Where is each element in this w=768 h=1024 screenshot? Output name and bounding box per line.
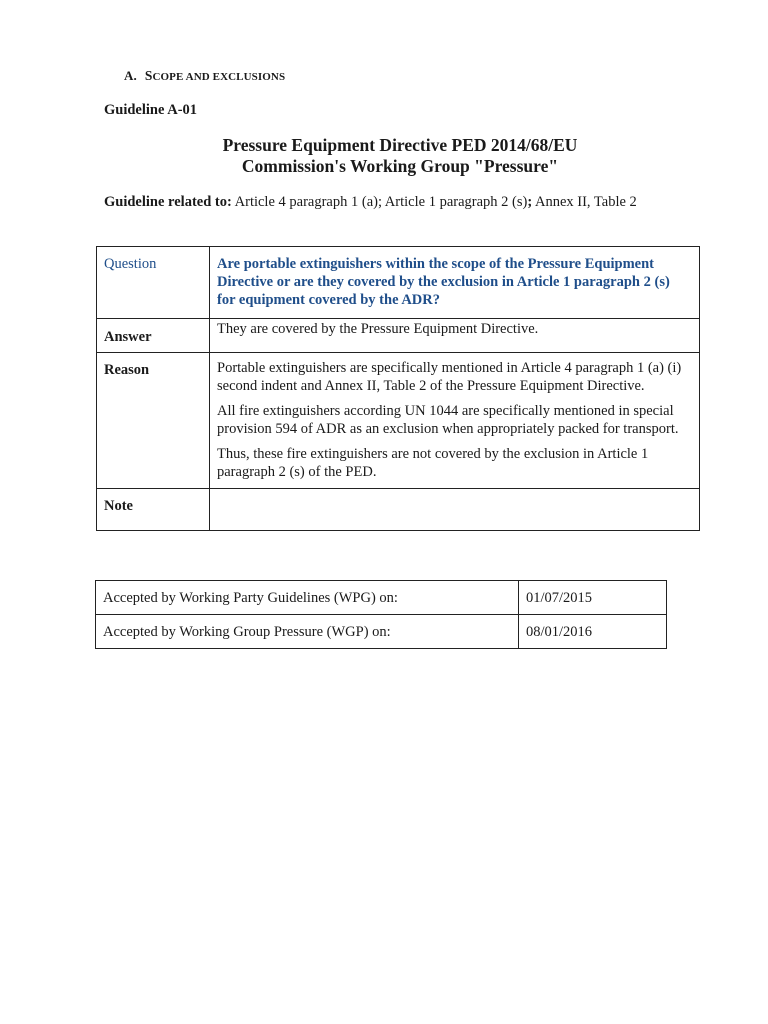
acceptance-table xyxy=(95,580,667,649)
acceptance-date: 08/01/2016 xyxy=(519,615,667,649)
section-letter: A. xyxy=(124,68,137,83)
guideline-related xyxy=(104,193,664,211)
acceptance-description: Accepted by Working Group Pressure (WGP) on: xyxy=(96,615,519,649)
question-label: Question xyxy=(97,247,210,319)
acceptance-description: Accepted by Working Party Guidelines (WPG) on: xyxy=(96,581,519,615)
table-row-question xyxy=(97,247,700,319)
document-title-line2: Commission's Working Group "Pressure" xyxy=(241,156,559,176)
related-articles: Article 4 paragraph 1 (a); Article 1 paragraph 2 (s) xyxy=(231,194,528,210)
document-title-line1: Pressure Equipment Directive PED 2014/68/EU xyxy=(222,135,578,155)
related-annex: Annex II, Table 2 xyxy=(532,194,637,210)
section-first-initial: S xyxy=(144,68,153,83)
question-text: Are portable extinguishers within the scope of the Pressure Equipment Directive or are they covered by the exclusion in Article 1 paragraph 2 (s) for equipment covered by the ADR? xyxy=(210,247,700,319)
table-row xyxy=(96,581,667,615)
guideline-id: Guideline A-01 xyxy=(104,102,198,118)
acceptance-date: 01/07/2015 xyxy=(519,581,667,615)
table-row-reason xyxy=(97,353,700,489)
reason-paragraph: All fire extinguishers according UN 1044 are specifically mentioned in special provision 594 of ADR as an exclusion when appropriately packed for transport. xyxy=(217,403,679,437)
table-row-note xyxy=(97,489,700,531)
question-answer-table xyxy=(96,246,700,531)
section-heading xyxy=(124,68,285,84)
answer-label: Answer xyxy=(97,319,210,353)
note-text xyxy=(210,489,700,531)
answer-text: They are covered by the Pressure Equipment Directive. xyxy=(210,319,700,353)
note-label: Note xyxy=(97,489,210,531)
document-title xyxy=(0,135,768,177)
related-separator: ; xyxy=(527,194,533,210)
reason-paragraph: Portable extinguishers are specifically mentioned in Article 4 paragraph 1 (a) (i) second indent and Annex II, Table 2 of the Pressure Equipment Directive. xyxy=(217,360,682,394)
table-row-answer xyxy=(97,319,700,353)
reason-label: Reason xyxy=(97,353,210,489)
reason-paragraph: Thus, these fire extinguishers are not covered by the exclusion in Article 1 paragraph 2 (s) of the PED. xyxy=(217,446,649,480)
related-label: Guideline related to: xyxy=(104,194,232,210)
section-title-rest: COPE AND EXCLUSIONS xyxy=(152,71,286,83)
table-row xyxy=(96,615,667,649)
reason-content xyxy=(210,353,700,489)
